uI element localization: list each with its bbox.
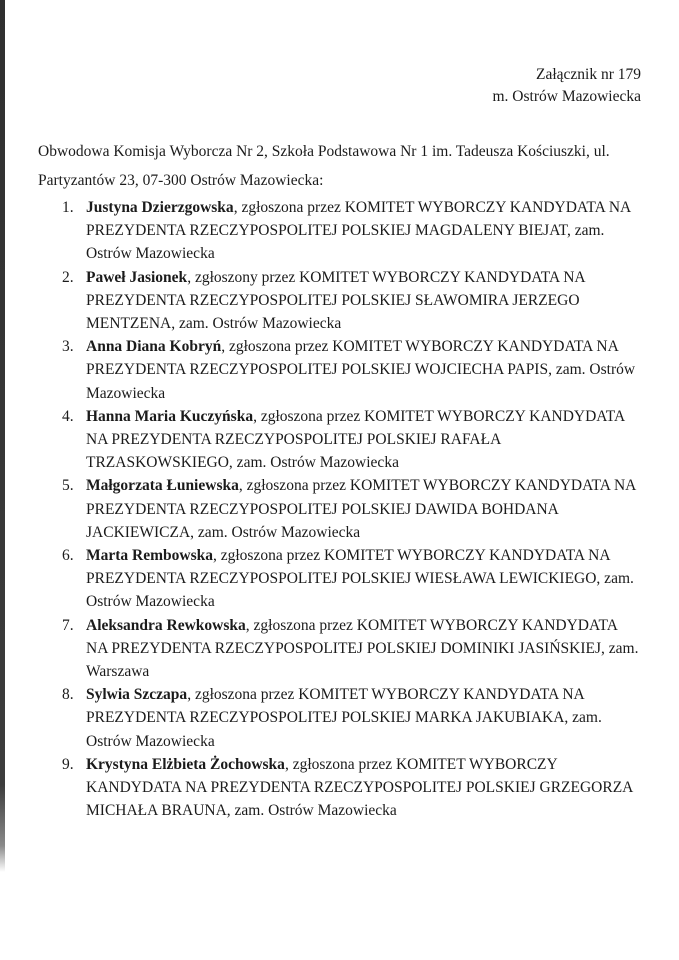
member-details: , zgłoszona przez KOMITET WYBORCZY KANDYDATA NA PREZYDENTA RZECZYPOSPOLITEJ POLSKIEJ GRZEGORZA MICHAŁA BRAUNA, zam. Ostrów Mazowiecka [86, 755, 633, 820]
commission-intro-paragraph: Obwodowa Komisja Wyborcza Nr 2, Szkoła Podstawowa Nr 1 im. Tadeusza Kościuszki, ul. Partyzantów 23, 07-300 Ostrów Mazowiecka: [38, 142, 610, 189]
member-details: , zgłoszona przez KOMITET WYBORCZY KANDYDATA NA PREZYDENTA RZECZYPOSPOLITEJ POLSKIEJ WOJCIECHA PAPIS, zam. Ostrów Mazowiecka [86, 338, 636, 402]
member-entry [86, 683, 642, 753]
member-name: Aleksandra Rewkowska [86, 616, 246, 634]
member-details: , zgłoszony przez KOMITET WYBORCZY KANDYDATA NA PREZYDENTA RZECZYPOSPOLITEJ POLSKIEJ SŁAWOMIRA JERZEGO MENTZENA, zam. Ostrów Mazowiecka [86, 268, 585, 333]
document-header [493, 64, 642, 108]
member-entry [86, 196, 642, 266]
member-name: Anna Diana Kobryń [86, 338, 222, 356]
member-item-1 [62, 196, 642, 266]
member-name: Hanna Maria Kuczyńska [86, 407, 254, 425]
member-item-7 [62, 614, 642, 684]
member-details: , zgłoszona przez KOMITET WYBORCZY KANDYDATA NA PREZYDENTA RZECZYPOSPOLITEJ POLSKIEJ RAFAŁA TRZASKOWSKIEGO, zam. Ostrów Mazowiecka [86, 407, 625, 472]
member-item-4 [62, 405, 642, 475]
member-entry [86, 614, 642, 684]
member-number: 2. [62, 268, 74, 286]
member-number: 7. [62, 616, 74, 634]
member-item-9 [62, 753, 642, 823]
member-name: Marta Rembowska [86, 547, 213, 565]
municipality-label: m. Ostrów Mazowiecka [492, 88, 641, 105]
member-entry [86, 266, 642, 336]
member-item-8 [62, 683, 642, 753]
member-details: , zgłoszona przez KOMITET WYBORCZY KANDYDATA NA PREZYDENTA RZECZYPOSPOLITEJ POLSKIEJ WIESŁAWA LEWICKIEGO, zam. Ostrów Mazowiecka [86, 547, 634, 611]
member-item-2 [62, 266, 642, 336]
member-details: , zgłoszona przez KOMITET WYBORCZY KANDYDATA NA PREZYDENTA RZECZYPOSPOLITEJ POLSKIEJ DAWIDA BOHDANA JACKIEWICZA, zam. Ostrów Mazowiecka [86, 477, 636, 541]
member-entry [86, 474, 642, 544]
member-number: 8. [62, 686, 74, 704]
member-item-3 [62, 335, 642, 405]
member-entry [86, 753, 642, 823]
attachment-number-label: Załącznik nr 179 [535, 66, 641, 83]
member-entry [86, 544, 642, 614]
scan-edge-artifact [0, 0, 5, 872]
member-item-5 [62, 474, 642, 544]
member-number: 1. [62, 199, 74, 216]
member-details: , zgłoszona przez KOMITET WYBORCZY KANDYDATA NA PREZYDENTA RZECZYPOSPOLITEJ POLSKIEJ DOMINIKI JASIŃSKIEJ, zam. Warszawa [86, 616, 639, 681]
member-details: , zgłoszona przez KOMITET WYBORCZY KANDYDATA NA PREZYDENTA RZECZYPOSPOLITEJ POLSKIEJ MARKA JAKUBIAKA, zam. Ostrów Mazowiecka [86, 686, 602, 750]
member-entry [86, 335, 642, 405]
member-item-6 [62, 544, 642, 614]
member-number: 3. [62, 338, 74, 356]
members-list [62, 196, 642, 822]
member-details: , zgłoszona przez KOMITET WYBORCZY KANDYDATA NA PREZYDENTA RZECZYPOSPOLITEJ POLSKIEJ MAGDALENY BIEJAT, zam. Ostrów Mazowiecka [86, 199, 631, 263]
member-number: 5. [62, 477, 74, 495]
member-name: Krystyna Elżbieta Żochowska [86, 755, 285, 773]
member-name: Justyna Dzierzgowska [86, 199, 234, 216]
member-number: 4. [62, 407, 74, 425]
member-number: 6. [62, 547, 74, 565]
member-name: Małgorzata Łuniewska [86, 477, 239, 495]
member-number: 9. [62, 755, 74, 773]
member-name: Paweł Jasionek [86, 268, 188, 286]
member-name: Sylwia Szczapa [86, 686, 188, 704]
member-entry [86, 405, 642, 475]
